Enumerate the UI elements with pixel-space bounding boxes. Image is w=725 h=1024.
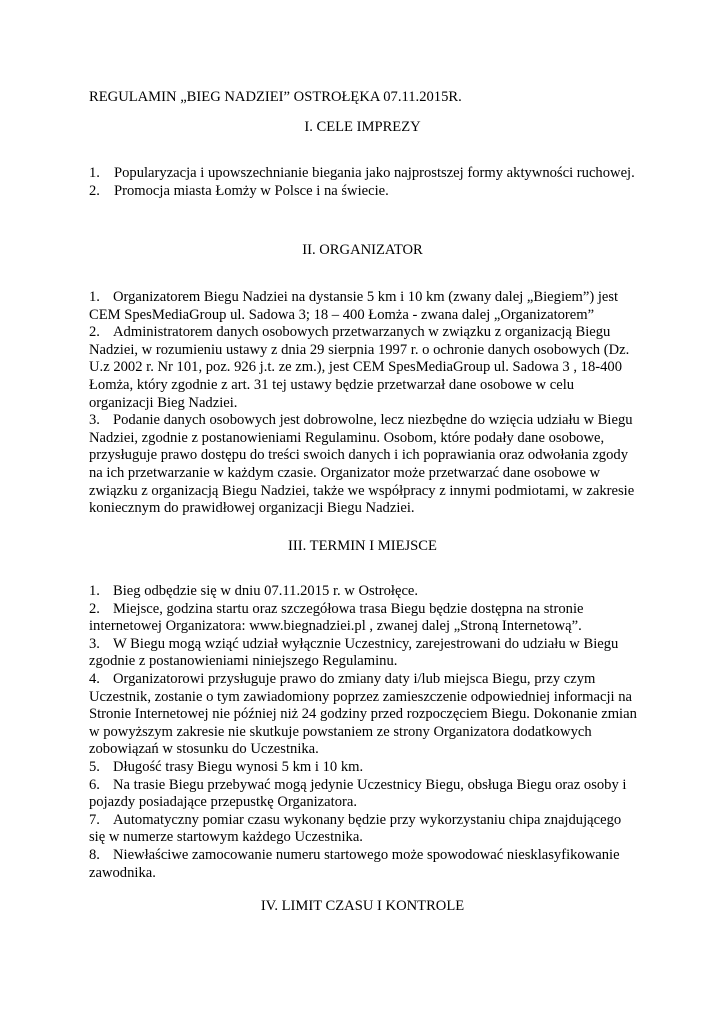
- list-item: [89, 636, 637, 671]
- item-text: Automatyczny pomiar czasu wykonany będzie przy wykorzystaniu chipa znajdującego się w numerze startowym każdego Uczestnika.: [89, 811, 622, 846]
- item-text: Podanie danych osobowych jest dobrowolne, lecz niezbędne do wzięcia udziału w Biegu Nadziei, zgodnie z postanowieniami Regulaminu. Osobom, które podały dane osobowe, przysługuje prawo dostępu do treści swoich danych i ich poprawiania oraz odwołania zgody na ich przetwarzanie w każdym czasie. Organizator może przetwarzać dane osobowe w związku z organizacją Biegu Nadziei, także we współpracy z innymi podmiotami, w zakresie koniecznym do prawidłowej organizacji Biegu Nadziei.: [89, 412, 635, 517]
- item-number: 7.: [89, 811, 100, 828]
- item-number: 8.: [89, 846, 100, 863]
- item-number: 2.: [89, 183, 100, 199]
- item-number: 1.: [89, 289, 100, 305]
- item-number: 5.: [89, 758, 100, 775]
- item-number: 6.: [89, 776, 100, 793]
- section-list-cele-imprezy: [89, 164, 649, 200]
- section-heading-limit-czasu: IV. LIMIT CZASU I KONTROLE: [260, 898, 465, 914]
- list-item: [89, 847, 637, 882]
- item-text: Popularyzacja i upowszechnianie biegania jako najprostszej formy aktywności ruchowej.: [114, 165, 635, 181]
- item-text: W Biegu mogą wziąć udział wyłącznie Uczestnicy, zarejestrowani do udziału w Biegu zgodnie z postanowieniami niniejszego Regulaminu.: [89, 635, 619, 670]
- item-text: Na trasie Biegu przebywać mogą jedynie Uczestnicy Biegu, obsługa Biegu oraz osoby i pojazdy posiadające przepustkę Organizatora.: [89, 776, 627, 811]
- section-list-organizator: [89, 289, 637, 518]
- list-item: [89, 412, 637, 518]
- item-text: Miejsce, godzina startu oraz szczegółowa trasa Biegu będzie dostępna na stronie internetowej Organizatora: www.biegnadziei.pl , zwanej dalej „Stroną Internetową”.: [89, 600, 584, 635]
- item-text: Niewłaściwe zamocowanie numeru startowego może spowodować niesklasyfikowanie zawodnika.: [89, 846, 620, 881]
- list-item: [89, 601, 637, 636]
- list-item: [89, 777, 637, 812]
- item-number: 2.: [89, 600, 100, 617]
- list-item: [89, 164, 649, 182]
- list-item: [89, 759, 637, 777]
- section-heading-termin-i-miejsce: III. TERMIN I MIEJSCE: [288, 538, 437, 554]
- item-text: Bieg odbędzie się w dniu 07.11.2015 r. w Ostrołęce.: [113, 583, 419, 599]
- list-item: [89, 583, 637, 601]
- list-item: [89, 289, 637, 324]
- item-text: Organizatorem Biegu Nadziei na dystansie 5 km i 10 km (zwany dalej „Biegiem”) jest CEM SpesMediaGroup ul. Sadowa 3; 18 – 400 Łomża - zwana dalej „Organizatorem”: [89, 289, 619, 323]
- section-heading-cele-imprezy: I. CELE IMPREZY: [304, 119, 421, 135]
- list-item: [89, 182, 649, 200]
- item-number: 3.: [89, 635, 100, 652]
- item-text: Długość trasy Biegu wynosi 5 km i 10 km.: [113, 758, 364, 775]
- item-number: 1.: [89, 165, 100, 181]
- list-item: [89, 324, 637, 412]
- section-list-termin-i-miejsce: [89, 583, 637, 882]
- item-text: Promocja miasta Łomży w Polsce i na świecie.: [114, 183, 389, 199]
- section-heading-organizator: II. ORGANIZATOR: [302, 242, 423, 258]
- list-item: [89, 671, 637, 759]
- item-number: 3.: [89, 412, 100, 429]
- item-text: Organizatorowi przysługuje prawo do zmiany daty i/lub miejsca Biegu, przy czym Uczestnik, zostanie o tym zawiadomiony poprzez zamieszczenie odpowiedniej informacji na Stronie Internetowej nie później niż 24 godziny przed rozpoczęciem Biegu. Dokonanie zmian w powyższym zakresie nie skutkuje powstaniem ze strony Organizatora dodatkowych zobowiązań w stosunku do Uczestnika.: [89, 670, 637, 758]
- document-title: REGULAMIN „BIEG NADZIEI” OSTROŁĘKA 07.11.2015R.: [89, 89, 462, 105]
- item-number: 1.: [89, 583, 100, 599]
- item-number: 2.: [89, 324, 100, 341]
- list-item: [89, 812, 637, 847]
- item-number: 4.: [89, 670, 100, 687]
- item-text: Administratorem danych osobowych przetwarzanych w związku z organizacją Biegu Nadziei, w rozumieniu ustawy z dnia 29 sierpnia 1997 r. o ochronie danych osobowych (Dz. U.z 2002 r. Nr 101, poz. 926 j.t. ze zm.), jest CEM SpesMediaGroup ul. Sadowa 3 , 18-400 Łomża, który zgodnie z art. 31 tej ustawy będzie przetwarzał dane osobowe w celu organizacji Bieg Nadziei.: [89, 324, 630, 411]
